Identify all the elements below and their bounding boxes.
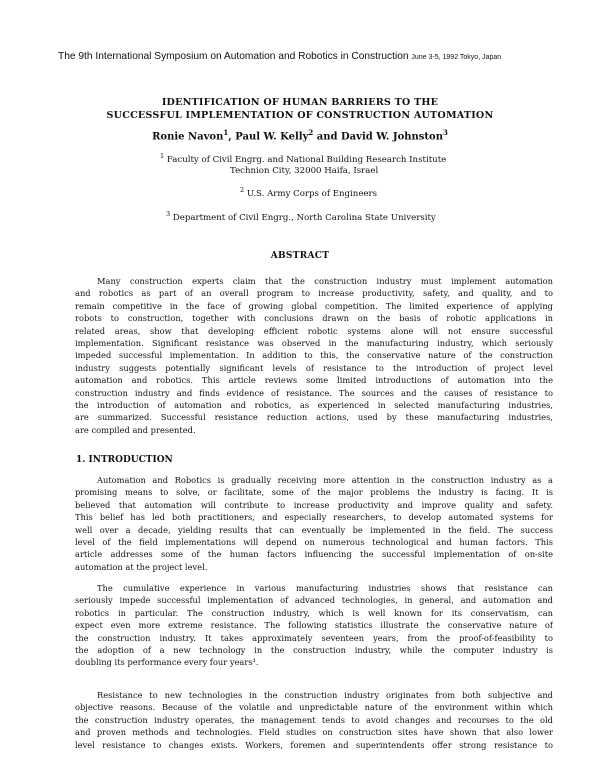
text-line: This belief has led both practitioners, and especially researchers, to develop automated systems for [75, 512, 553, 523]
conference-name: The 9th International Symposium on Automation and Robotics in Construction [58, 51, 409, 62]
paper-title-line-2: SUCCESSFUL IMPLEMENTATION OF CONSTRUCTION AUTOMATION [106, 110, 494, 121]
text-line: the introduction of automation and robotics, as experienced in selected manufacturing industries, [75, 400, 553, 411]
text-line: implementation. Significant resistance was observed in the manufacturing industry, which seriously [75, 338, 553, 349]
text-line: Automation and Robotics is gradually receiving more attention in the construction industry as a [97, 475, 553, 485]
text-line: related areas, show that developing efficient robotic systems alone will not ensure successful [75, 325, 553, 336]
text-line: industry suggests potentially significant levels of resistance to the introduction of project level [75, 362, 553, 373]
affiliation-1-text: Faculty of Civil Engrg. and National Building Research Institute [166, 154, 447, 165]
text-line: doubling its performance every four years¹. [75, 657, 259, 668]
paper-title-line-1: IDENTIFICATION OF HUMAN BARRIERS TO THE [161, 97, 439, 108]
author-3: David W. Johnston [340, 131, 443, 143]
text-line: well over a decade, yielding results that can eventually be implemented in the field. The success [75, 524, 553, 535]
text-line: the construction industry operates, the management tends to avoid changes and recourses to the old [75, 714, 553, 725]
affiliation-1-mark: 1 [160, 152, 165, 160]
conference-header [58, 51, 558, 62]
intro-paragraph-2 [75, 582, 553, 669]
conference-date-place: June 3-5, 1992 Tokyo, Japan [411, 54, 502, 61]
author-separator: , [228, 131, 232, 143]
text-line: impeded successful implementation. In addition to this, the conservative nature of the construction [75, 350, 553, 361]
text-line: robots to construction, together with conclusions drawn on the basis of robotic applications in [75, 313, 553, 324]
text-line: the adoption of a new technology in the construction industry, while the computer industry is [75, 645, 553, 656]
text-line: The cumulative experience in various manufacturing industries shows that resistance can [97, 583, 553, 593]
author-1-mark: 1 [223, 128, 229, 137]
text-line: Many construction experts claim that the construction industry must implement automation [97, 276, 553, 286]
text-line: article addresses some of the human factors influencing the successful implementation of on-site [75, 549, 553, 560]
text-line: are compiled and presented. [75, 424, 196, 435]
text-line: the construction industry. It takes approximately seventeen years, from the proof-of-feasibility to [75, 632, 553, 643]
author-1: Ronie Navon [152, 131, 224, 143]
affiliation-1-address: Technion City, 32000 Haifa, Israel [230, 166, 379, 176]
abstract-heading: ABSTRACT [270, 251, 330, 261]
intro-paragraph-1 [75, 474, 553, 573]
text-line: objective reasons. Because of the volatile and unpredictable nature of the environment within which [75, 702, 553, 713]
author-list [90, 128, 510, 142]
text-line: expect even more extreme resistance. The following statistics illustrate the conservative nature of [75, 620, 553, 631]
text-line: automation and robotics. This article reviews some limited introductions of automation into the [75, 375, 553, 386]
affiliation-1 [160, 152, 446, 165]
text-line: robotics in particular. The construction industry, which is well known for its conservatism, can [75, 607, 553, 618]
text-line: are summarized. Successful resistance reduction actions, used by these manufacturing industries, [75, 412, 553, 423]
text-line: level of the field implementations will depend on numerous technological and human factors. This [75, 537, 553, 548]
affiliation-2-text: U.S. Army Corps of Engineers [246, 188, 378, 199]
affiliation-2 [240, 186, 377, 199]
section-heading-introduction: 1. INTRODUCTION [76, 455, 173, 465]
author-2: Paul W. Kelly [235, 131, 309, 143]
text-line: automation at the project level. [75, 561, 208, 572]
text-line: and proven methods and technologies. Field studies on construction sites have shown that also lower [75, 727, 553, 738]
text-line: and robotics as part of an overall program to increase productivity, safety, and quality, and to [75, 288, 553, 299]
text-line: level resistance to changes exists. Workers, foremen and superintendents offer strong resistance to [75, 739, 553, 750]
affiliation-3 [166, 210, 436, 223]
abstract-paragraph [75, 275, 553, 436]
affiliation-3-text: Department of Civil Engrg., North Carolina State University [172, 212, 436, 223]
affiliation-2-mark: 2 [240, 186, 245, 194]
text-line: believed that automation will contribute to increase productivity and improve quality and safety. [75, 499, 553, 510]
text-line: seriously impede successful implementation of advanced technologies, in general, and automation and [75, 595, 553, 606]
author-2-mark: 2 [308, 128, 314, 137]
author-3-mark: 3 [443, 128, 448, 137]
text-line: promising means to solve, or facilitate, some of the major problems the industry is facing. It is [75, 487, 553, 498]
intro-paragraph-3 [75, 689, 553, 751]
affiliation-3-mark: 3 [166, 210, 171, 218]
text-line: construction industry and finds evidence of resistance. The sources and the causes of resistance to [75, 387, 553, 398]
text-line: remain competitive in the face of growing global competition. The limited experience of applying [75, 300, 553, 311]
text-line: Resistance to new technologies in the construction industry originates from both subjective and [97, 690, 553, 700]
author-and: and [316, 131, 338, 143]
